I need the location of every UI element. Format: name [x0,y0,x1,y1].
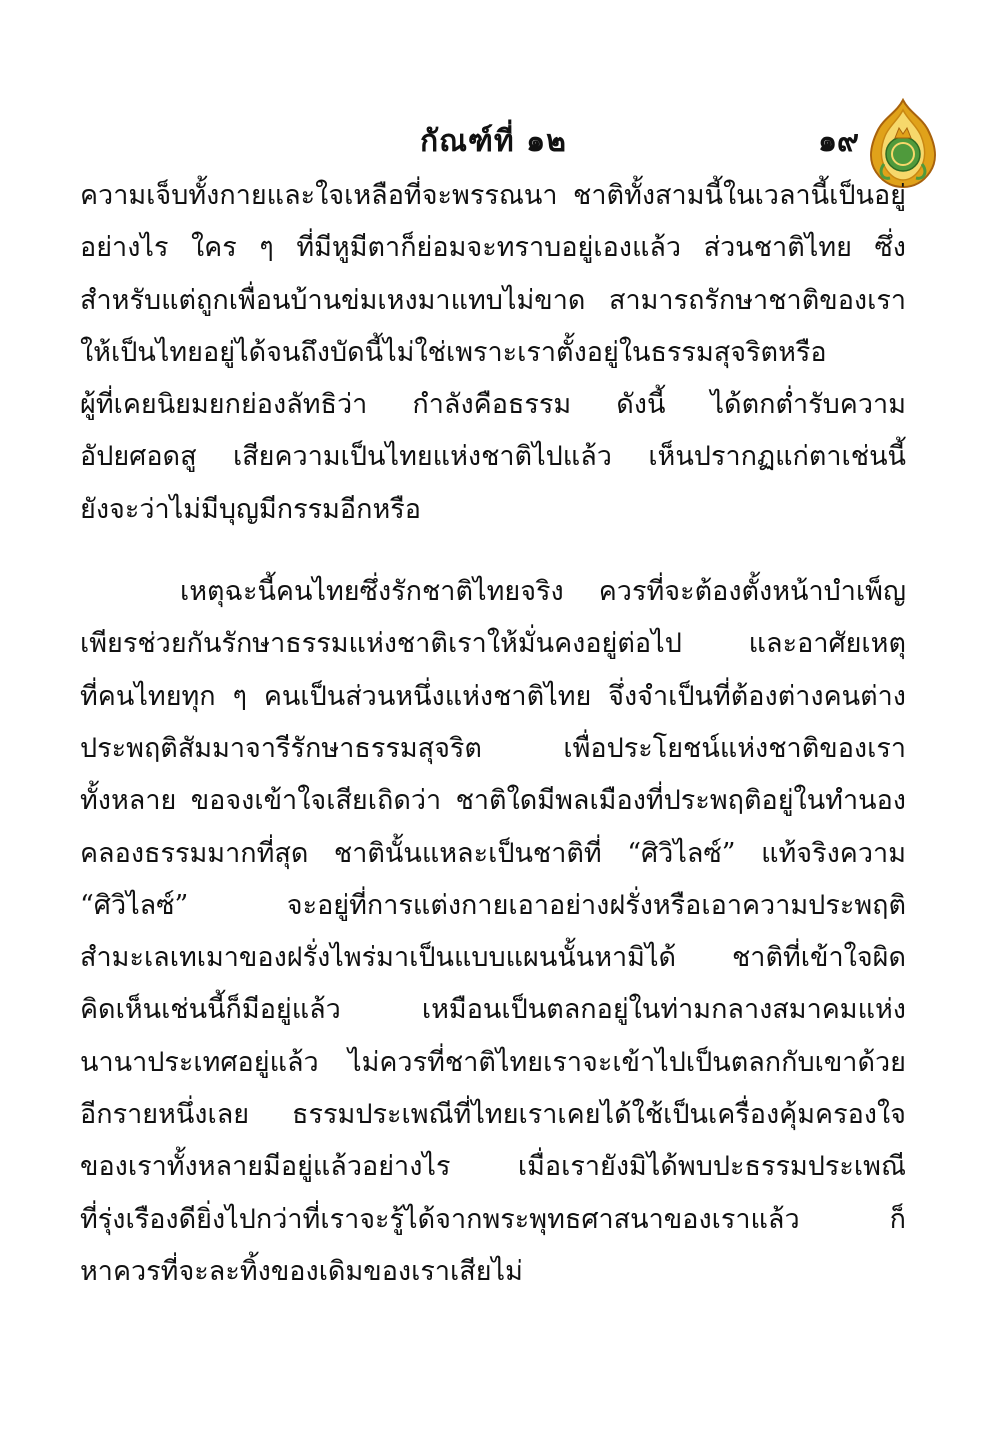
text-line: อัปยศอดสู เสียความเป็นไทยแห่งชาติไปแล้ว เห็นปรากฏแก่ตาเช่นนี้ [80,441,906,473]
text-line: ผู้ที่เคยนิยมยกย่องลัทธิว่า กำลังคือธรรม ดังนี้ ได้ตกต่ำรับความ [80,389,906,421]
page-number: ๑๙ [818,124,860,159]
text-line: อีกรายหนึ่งเลย ธรรมประเพณีที่ไทยเราเคยได้ใช้เป็นเครื่องคุ้มครองใจ [80,1099,906,1131]
text-line: ให้เป็นไทยอยู่ได้จนถึงบัดนี้ไม่ใช่เพราะเราตั้งอยู่ในธรรมสุจริตหรือ [80,336,827,368]
text-line: ประพฤติสัมมาจารีรักษาธรรมสุจริต เพื่อประโยชน์แห่งชาติของเรา [80,732,906,764]
text-line: ทั้งหลาย ขอจงเข้าใจเสียเถิดว่า ชาติใดมีพลเมืองที่ประพฤติอยู่ในทำนอง [80,785,906,817]
paragraph-gap [80,536,906,566]
text-line: “ศิวิไลซ์” จะอยู่ที่การแต่งกายเอาอย่างฝรั่งหรือเอาความประพฤติ [80,889,906,921]
text-line: คลองธรรมมากที่สุด ชาตินั้นแหละเป็นชาติที่ “ศิวิไลซ์” แท้จริงความ [80,837,906,869]
text-line: ของเราทั้งหลายมีอยู่แล้วอย่างไร เมื่อเรายังมิได้พบปะธรรมประเพณี [80,1151,906,1183]
text-line: นานาประเทศอยู่แล้ว ไม่ควรที่ชาติไทยเราจะเข้าไปเป็นตลกกับเขาด้วย [80,1046,906,1078]
body-text [80,170,906,1298]
text-line: อย่างไร ใคร ๆ ที่มีหูมีตาก็ย่อมจะทราบอยู่เองแล้ว ส่วนชาติไทย ซึ่ง [80,232,906,264]
text-line: ที่คนไทยทุก ๆ คนเป็นส่วนหนึ่งแห่งชาติไทย จึ่งจำเป็นที่ต้องต่างคนต่าง [80,680,906,712]
text-line: เพียรช่วยกันรักษาธรรมแห่งชาติเราให้มั่นคงอยู่ต่อไป และอาศัยเหตุ [80,628,906,660]
text-line: สำหรับแต่ถูกเพื่อนบ้านข่มเหงมาแทบไม่ขาด สามารถรักษาชาติของเรา [80,284,906,316]
page-header [0,118,990,168]
text-line: ความเจ็บทั้งกายและใจเหลือที่จะพรรณนา ชาติทั้งสามนี้ในเวลานี้เป็นอยู่ [80,180,906,211]
text-line: ที่รุ่งเรืองดียิ่งไปกว่าที่เราจะรู้ได้จากพระพุทธศาสนาของเราแล้ว ก็ [80,1203,906,1235]
text-line: สำมะเลเทเมาของฝรั่งไพร่มาเป็นแบบแผนนั้นหามิได้ ชาติที่เข้าใจผิด [80,942,906,974]
chapter-title: กัณฑ์ที่ ๑๒ [420,124,567,159]
text-line: เหตุฉะนี้คนไทยซึ่งรักชาติไทยจริง ควรที่จะต้องตั้งหน้าบำเพ็ญ [180,576,906,608]
text-line: คิดเห็นเช่นนี้ก็มีอยู่แล้ว เหมือนเป็นตลกอยู่ในท่ามกลางสมาคมแห่ง [80,994,906,1026]
text-line: ยังจะว่าไม่มีบุญมีกรรมอีกหรือ [80,493,421,525]
text-line: หาควรที่จะละทิ้งของเดิมของเราเสียไม่ [80,1255,523,1287]
